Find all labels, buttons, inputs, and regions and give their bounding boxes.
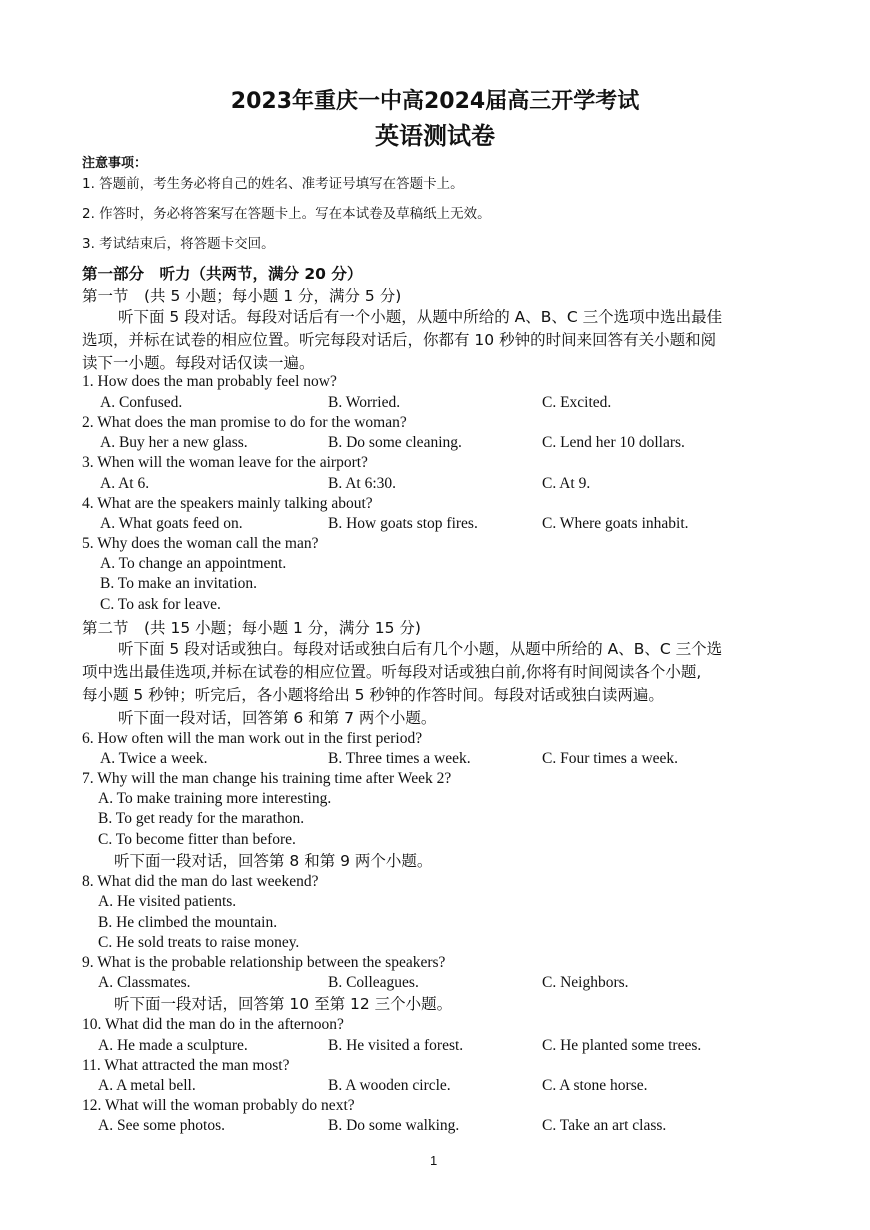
question-text: 11. What attracted the man most? — [82, 1057, 290, 1074]
option-b: B. At 6:30. — [328, 475, 397, 492]
option-a: A. To make training more interesting. — [98, 790, 332, 807]
note-item: 1. 答题前，考生务必将自己的姓名、准考证号填写在答题卡上。 — [82, 176, 464, 192]
option-a: A. Twice a week. — [100, 750, 208, 767]
option-a: A. To change an appointment. — [100, 555, 287, 572]
part1-title: 第一部分 听力（共两节，满分 20 分） — [82, 265, 363, 283]
option-b: B. How goats stop fires. — [328, 515, 478, 532]
direction: 听下面一段对话，回答第 8 和第 9 两个小题。 — [114, 852, 433, 870]
option-c: C. Excited. — [542, 394, 612, 411]
option-b: B. Do some cleaning. — [328, 434, 462, 451]
option-c: C. To become fitter than before. — [98, 831, 296, 848]
question-text: 2. What does the man promise to do for the woman? — [82, 414, 407, 431]
option-b: B. To make an invitation. — [100, 575, 258, 592]
option-b: B. To get ready for the marathon. — [98, 810, 305, 827]
option-c: C. Where goats inhabit. — [542, 515, 689, 532]
section1-instruction: 选项，并标在试卷的相应位置。听完每段对话后，你都有 10 秒钟的时间来回答有关小题和阅 — [82, 331, 717, 349]
section1-instruction: 听下面 5 段对话。每段对话后有一个小题，从题中所给的 A、B、C 三个选项中选出最佳 — [118, 308, 723, 326]
option-c: C. He sold treats to raise money. — [98, 934, 300, 951]
direction: 听下面一段对话，回答第 10 至第 12 三个小题。 — [114, 995, 453, 1013]
question-text: 3. When will the woman leave for the airport? — [82, 454, 368, 471]
option-a: A. Buy her a new glass. — [100, 434, 248, 451]
section1-instruction: 读下一小题。每段对话仅读一遍。 — [82, 354, 315, 372]
section1-title: 第一节 (共 5 小题；每小题 1 分，满分 5 分) — [82, 287, 402, 305]
section2-instruction: 听下面 5 段对话或独白。每段对话或独白后有几个小题，从题中所给的 A、B、C 三个选 — [118, 640, 723, 658]
page-number: 1 — [430, 1153, 438, 1168]
section2-instruction: 每小题 5 秒钟；听完后，各小题将给出 5 秒钟的作答时间。每段对话或独白读两遍。 — [82, 686, 664, 704]
option-c: C. He planted some trees. — [542, 1037, 702, 1054]
option-a: A. He visited patients. — [98, 893, 237, 910]
option-c: C. To ask for leave. — [100, 596, 221, 613]
option-c: C. Take an art class. — [542, 1117, 667, 1134]
notes-heading: 注意事项： — [82, 156, 148, 171]
section2-instruction: 项中选出最佳选项,并标在试卷的相应位置。听每段对话或独白前,你将有时间阅读各个小题, — [82, 663, 702, 681]
question-text: 6. How often will the man work out in the first period? — [82, 730, 423, 747]
option-b: B. Worried. — [328, 394, 401, 411]
question-text: 7. Why will the man change his training time after Week 2? — [82, 770, 452, 787]
question-text: 1. How does the man probably feel now? — [82, 373, 337, 390]
exam-title: 2023年重庆一中高2024届高三开学考试 — [230, 89, 640, 114]
option-a: A. Classmates. — [98, 974, 191, 991]
option-b: B. He climbed the mountain. — [98, 914, 278, 931]
option-b: B. Three times a week. — [328, 750, 471, 767]
question-text: 9. What is the probable relationship between the speakers? — [82, 954, 446, 971]
question-text: 10. What did the man do in the afternoon? — [82, 1016, 344, 1033]
exam-subtitle: 英语测试卷 — [375, 122, 495, 150]
option-c: C. Lend her 10 dollars. — [542, 434, 685, 451]
option-a: A. He made a sculpture. — [98, 1037, 248, 1054]
note-item: 2. 作答时，务必将答案写在答题卡上。写在本试卷及草稿纸上无效。 — [82, 206, 491, 222]
option-a: A. What goats feed on. — [100, 515, 243, 532]
question-text: 8. What did the man do last weekend? — [82, 873, 319, 890]
option-b: B. He visited a forest. — [328, 1037, 464, 1054]
question-text: 12. What will the woman probably do next? — [82, 1097, 355, 1114]
option-a: A. See some photos. — [98, 1117, 226, 1134]
direction: 听下面一段对话，回答第 6 和第 7 两个小题。 — [118, 709, 437, 727]
section2-title: 第二节 (共 15 小题；每小题 1 分，满分 15 分) — [82, 619, 421, 637]
option-c: C. At 9. — [542, 475, 591, 492]
note-item: 3. 考试结束后，将答题卡交回。 — [82, 236, 275, 252]
option-a: A. At 6. — [100, 475, 150, 492]
option-a: A. A metal bell. — [98, 1077, 196, 1094]
option-c: C. Four times a week. — [542, 750, 679, 767]
option-b: B. A wooden circle. — [328, 1077, 451, 1094]
option-a: A. Confused. — [100, 394, 183, 411]
question-text: 4. What are the speakers mainly talking about? — [82, 495, 373, 512]
option-c: C. A stone horse. — [542, 1077, 648, 1094]
option-c: C. Neighbors. — [542, 974, 629, 991]
question-text: 5. Why does the woman call the man? — [82, 535, 319, 552]
option-b: B. Colleagues. — [328, 974, 419, 991]
option-b: B. Do some walking. — [328, 1117, 460, 1134]
